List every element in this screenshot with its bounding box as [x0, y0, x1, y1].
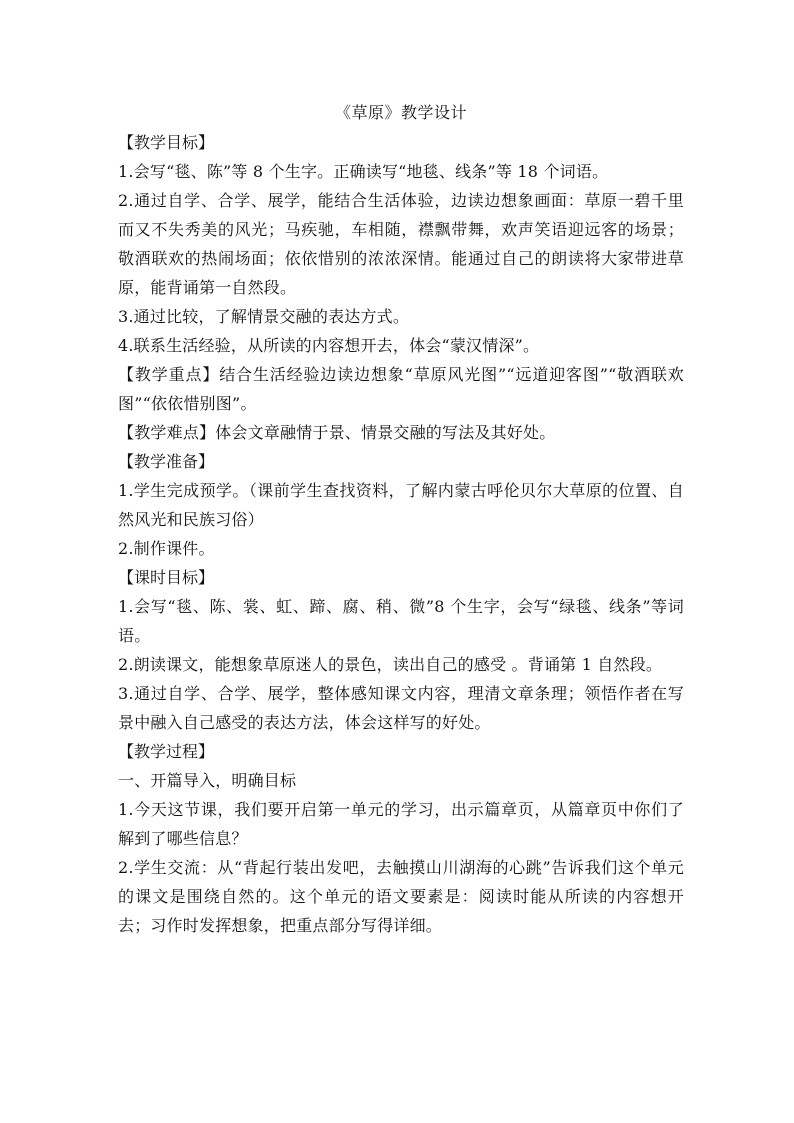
process-item: 1.今天这节课，我们要开启第一单元的学习，出示篇章页，从篇章页中你们了解到了哪些信息？: [118, 800, 684, 848]
objective-item: 1.会写“毯、陈”等 8 个生字。正确读写“地毯、线条”等 18 个词语。: [118, 162, 609, 181]
preparation-item: 2.制作课件。: [118, 539, 215, 558]
key-points-label: 【教学重点】: [118, 365, 220, 384]
key-points-text: 结合生活经验边读边想象“草原风光图”“远道迎客图”“敬酒联欢图”“依依惜别图”。: [118, 365, 684, 413]
objective-item: 3.通过比较，了解情景交融的表达方式。: [118, 307, 410, 326]
difficulties-text: 体会文章融情于景、情景交融的写法及其好处。: [215, 423, 556, 442]
section-heading-lesson-objectives: 【课时目标】: [118, 568, 215, 587]
section-heading-process: 【教学过程】: [118, 742, 215, 761]
section-heading-objectives: 【教学目标】: [118, 133, 215, 152]
document-title: 《草原》教学设计: [334, 103, 467, 122]
objective-item: 2.通过自学、合学、展学，能结合生活体验，边读边想象画面：草原一碧千里而又不失秀美的风光；马疾驰，车相随，襟飘带舞，欢声笑语迎远客的场景；敬酒联欢的热闹场面；依依惜别的浓浓深情。能通过自己的朗读将大家带进草原，能背诵第一自然段。: [118, 191, 684, 297]
key-points-paragraph: [118, 360, 684, 418]
lesson-objective-item: 1.会写“毯、陈、裳、虹、蹄、腐、稍、微”8 个生字，会写“绿毯、线条”等词语。: [118, 597, 684, 645]
document-body: [118, 100, 684, 940]
difficulties-label: 【教学难点】: [118, 423, 216, 442]
objective-item: 4.联系生活经验，从所读的内容想开去，体会“蒙汉情深”。: [118, 336, 540, 355]
lesson-objective-item: 2.朗读课文，能想象草原迷人的景色，读出自己的感受 。背诵第 1 自然段。: [118, 655, 663, 674]
process-subheading: 一、开篇导入，明确目标: [118, 771, 297, 790]
lesson-objective-item: 3.通过自学、合学、展学，整体感知课文内容，理清文章条理；领悟作者在写景中融入自己感受的表达方法，体会这样写的好处。: [118, 684, 684, 732]
preparation-item: 1.学生完成预学。（课前学生查找资料，了解内蒙古呼伦贝尔大草原的位置、自然风光和民族习俗）: [118, 481, 684, 529]
section-heading-preparation: 【教学准备】: [118, 452, 215, 471]
difficulties-paragraph: [118, 418, 684, 447]
process-item: 2.学生交流：从“背起行装出发吧，去触摸山川湖海的心跳”告诉我们这个单元的课文是围绕自然的。这个单元的语文要素是：阅读时能从所读的内容想开去；习作时发挥想象，把重点部分写得详细。: [118, 858, 684, 935]
